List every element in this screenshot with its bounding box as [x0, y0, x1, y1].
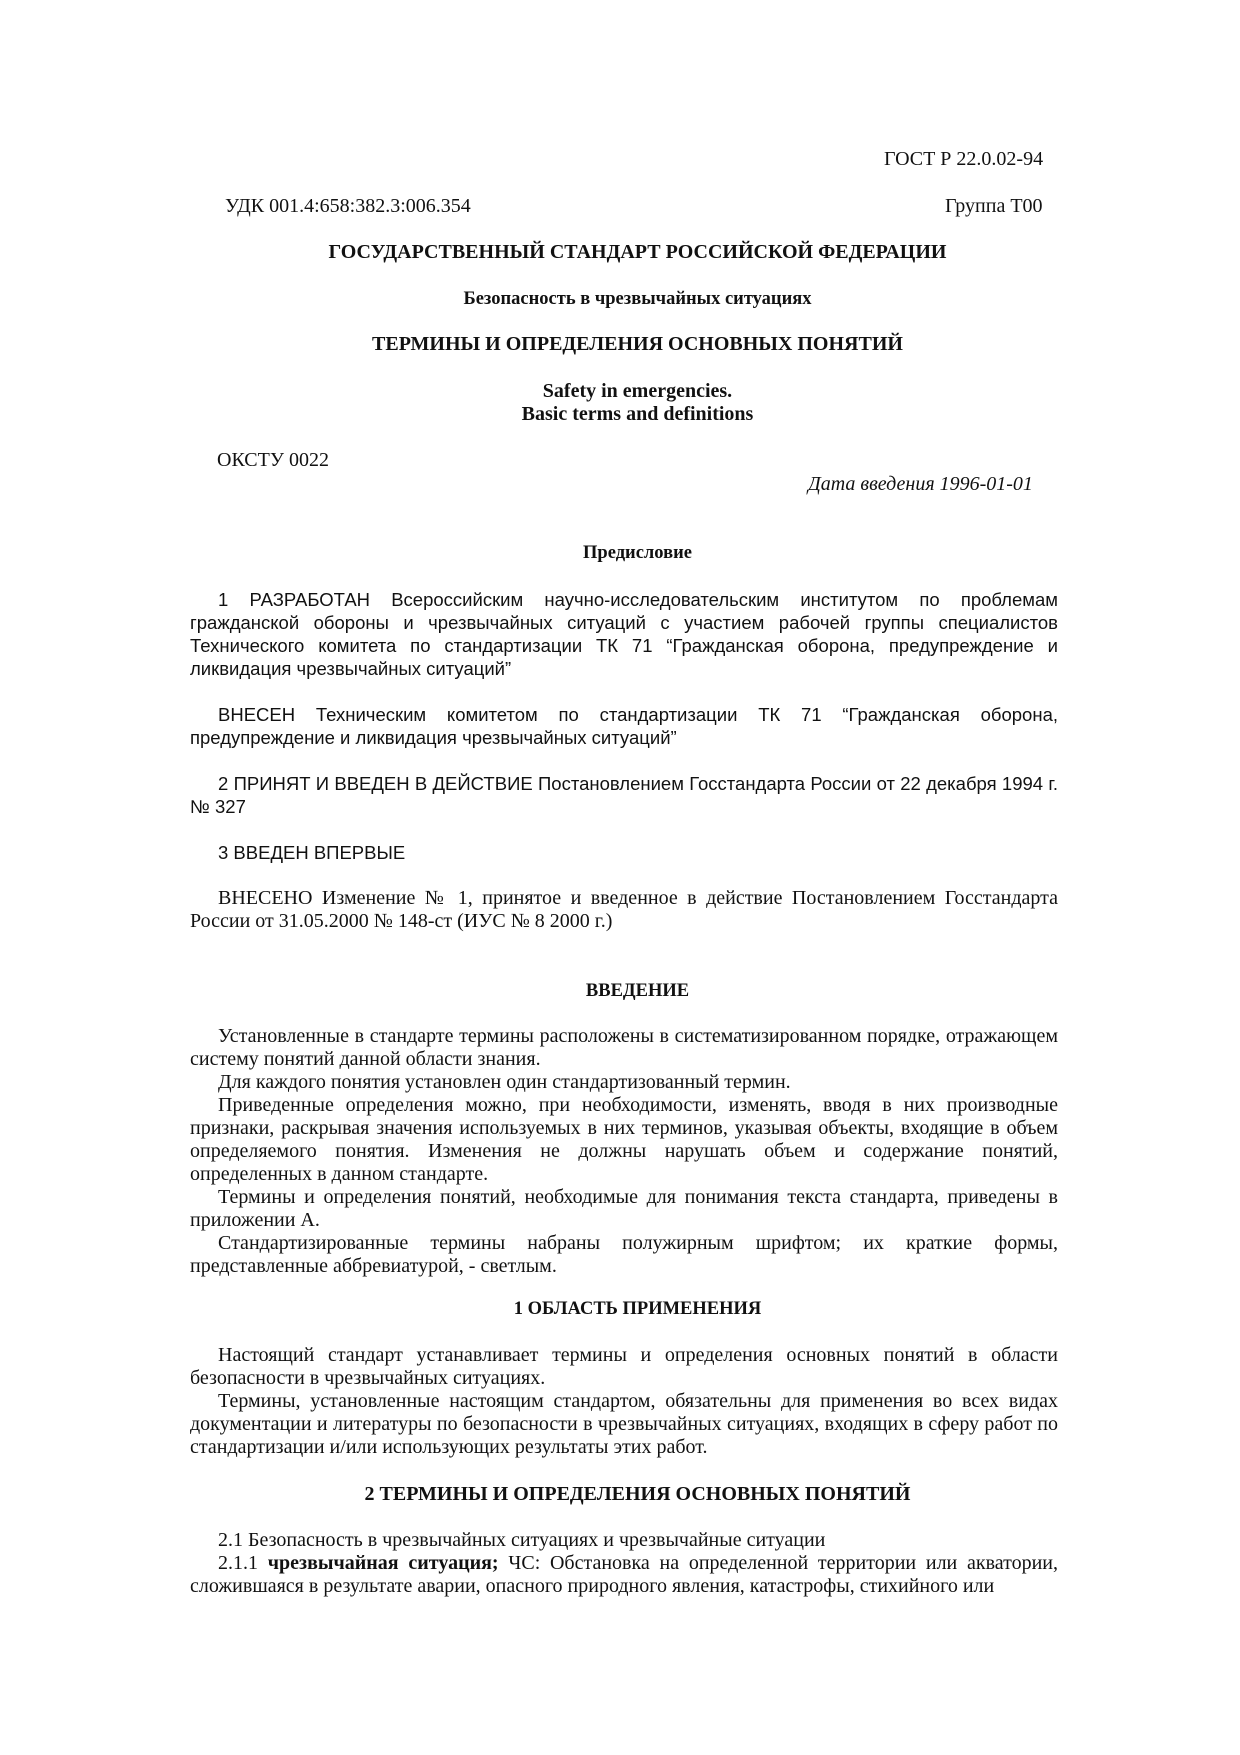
- udk-code: УДК 001.4:658:382.3:006.354: [225, 195, 471, 217]
- scope-heading: 1 ОБЛАСТЬ ПРИМЕНЕНИЯ: [513, 1299, 762, 1319]
- subject-title: Безопасность в чрезвычайных ситуациях: [463, 289, 812, 309]
- foreword-paragraph-2: ВНЕСЕН Техническим комитетом по стандартизации ТК 71 “Гражданская оборона, предупреждение и ликвидация чрезвычайных ситуаций”: [190, 704, 1058, 748]
- term-definition: ЧС: Обстановка на определенной территории или акватории, сложившаяся в результате аварии, опасного природного явления, катастрофы, стихийного или: [190, 1552, 1059, 1597]
- intro-paragraph: Термины и определения понятий, необходимые для понимания текста стандарта, приведены в приложении А.: [190, 1186, 1058, 1231]
- english-title-line2: Basic terms and definitions: [521, 403, 754, 425]
- terms-body: [190, 1529, 1058, 1598]
- terms-subsection-title: 2.1 Безопасность в чрезвычайных ситуациях и чрезвычайные ситуации: [218, 1529, 826, 1551]
- introduction-date: Дата введения 1996-01-01: [808, 473, 1033, 495]
- english-title-line1: Safety in emergencies.: [542, 380, 733, 402]
- scope-paragraph: Термины, установленные настоящим стандартом, обязательны для применения во всех видах документации и литературы по безопасности в чрезвычайных ситуациях, входящих в сферу работ по стандартизации и/или использующих результаты этих работ.: [190, 1390, 1058, 1458]
- scope-paragraph: Настоящий стандарт устанавливает термины и определения основных понятий в области безопасности в чрезвычайных ситуациях.: [190, 1344, 1058, 1389]
- foreword-heading: Предисловие: [583, 543, 692, 563]
- scope-body: [190, 1344, 1058, 1459]
- intro-body: [190, 1025, 1058, 1278]
- group-code: Группа Т00: [945, 195, 1043, 217]
- terms-heading: 2 ТЕРМИНЫ И ОПРЕДЕЛЕНИЯ ОСНОВНЫХ ПОНЯТИЙ: [364, 1483, 911, 1505]
- main-title: ТЕРМИНЫ И ОПРЕДЕЛЕНИЯ ОСНОВНЫХ ПОНЯТИЙ: [372, 333, 903, 355]
- term-number: 2.1.1: [218, 1552, 268, 1574]
- intro-paragraph: Стандартизированные термины набраны полужирным шрифтом; их краткие формы, представленные аббревиатурой, - светлым.: [190, 1232, 1058, 1277]
- foreword-paragraph-1: 1 РАЗРАБОТАН Всероссийским научно-исследовательским институтом по проблемам гражданской обороны и чрезвычайных ситуаций с участием рабочей группы специалистов Технического комитета по стандартизации ТК 71 “Гражданская оборона, предупреждение и ликвидация чрезвычайных ситуаций”: [190, 589, 1058, 679]
- intro-paragraph: Приведенные определения можно, при необходимости, изменять, вводя в них производные признаки, раскрывая значения используемых в них терминов, указывая объекты, входящие в объем определяемого понятия. Изменения не должны нарушать объем и содержание понятий, определенных в данном стандарте.: [190, 1094, 1058, 1185]
- foreword-paragraph-3: 2 ПРИНЯТ И ВВЕДЕН В ДЕЙСТВИЕ Постановлением Госстандарта России от 22 декабря 1994 г. № 327: [190, 773, 1058, 817]
- gost-number: ГОСТ Р 22.0.02-94: [884, 148, 1044, 170]
- term-entry: [190, 1552, 1058, 1598]
- intro-heading: ВВЕДЕНИЕ: [585, 981, 690, 1001]
- term-name: чрезвычайная ситуация;: [267, 1552, 499, 1574]
- standard-title: ГОСУДАРСТВЕННЫЙ СТАНДАРТ РОССИЙСКОЙ ФЕДЕРАЦИИ: [328, 241, 947, 263]
- okstu-code: ОКСТУ 0022: [217, 449, 330, 471]
- intro-paragraph: Установленные в стандарте термины расположены в систематизированном порядке, отражающем систему понятий данной области знания.: [190, 1025, 1058, 1070]
- foreword-paragraph-4: 3 ВВЕДЕН ВПЕРВЫЕ: [218, 842, 406, 863]
- intro-paragraph: Для каждого понятия установлен один стандартизованный термин.: [218, 1071, 791, 1093]
- foreword-paragraph-5: ВНЕСЕНО Изменение № 1, принятое и введенное в действие Постановлением Госстандарта России от 31.05.2000 № 148-ст (ИУС № 8 2000 г.): [190, 887, 1058, 932]
